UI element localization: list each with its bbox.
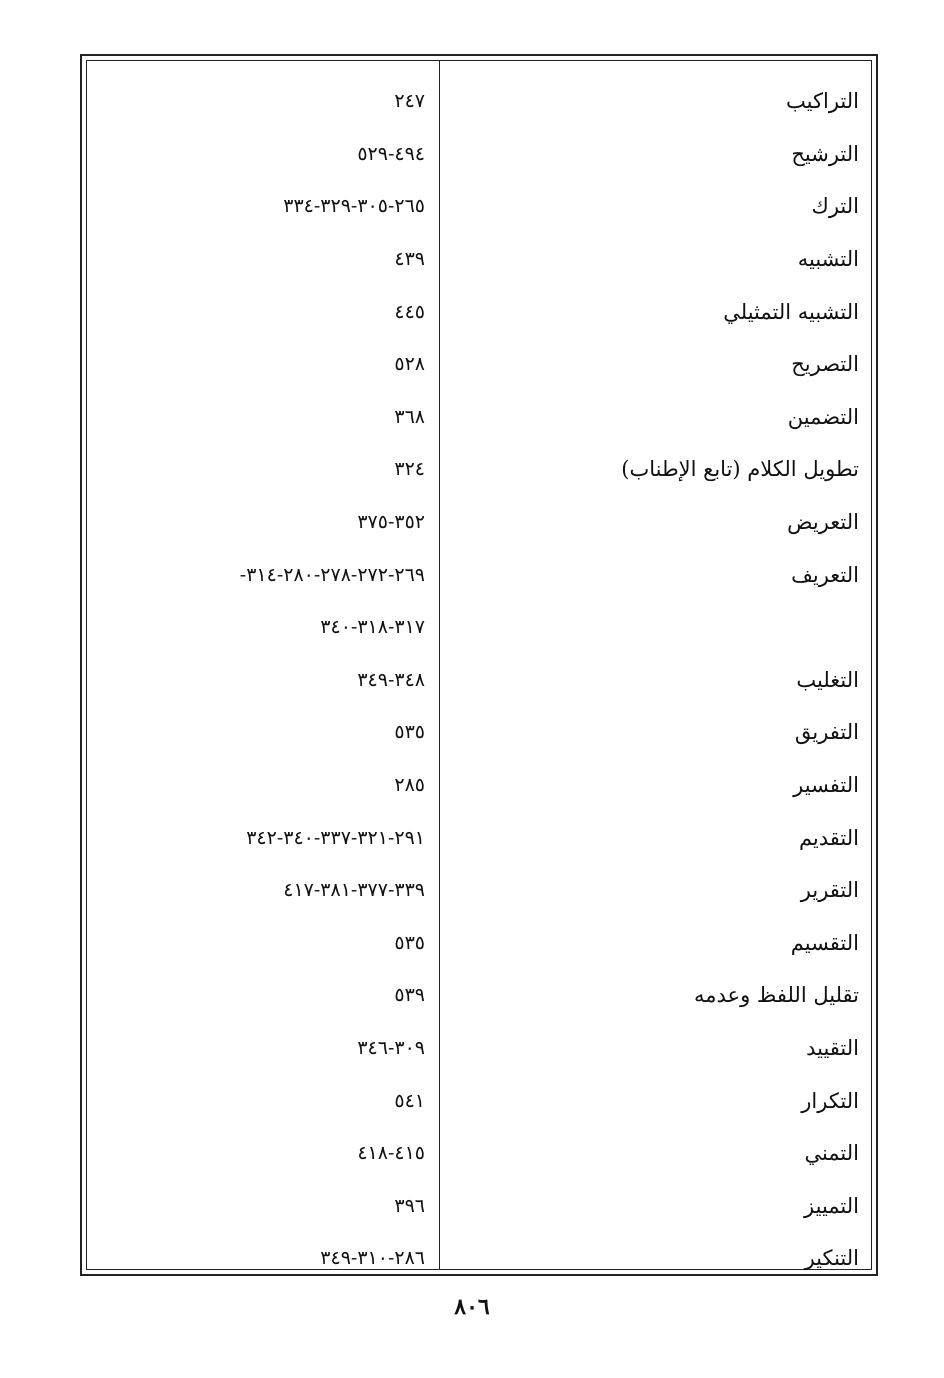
- index-term: التشبيه التمثيلي: [723, 299, 859, 324]
- index-row: [87, 811, 871, 864]
- index-pages: ٢٨٦-٣١٠-٣٤٩: [320, 1247, 425, 1270]
- index-pages: ٣٠٩-٣٤٦: [357, 1037, 425, 1060]
- index-row: [87, 917, 871, 970]
- index-row: [87, 285, 871, 338]
- index-term: التفريق: [794, 720, 859, 745]
- index-pages: ٢٦٩-٢٧٢-٢٧٨-٢٨٠-٣١٤-: [239, 563, 425, 586]
- index-term: التغليب: [796, 667, 859, 692]
- index-pages: ٥٢٨: [394, 353, 425, 376]
- index-row: [87, 1022, 871, 1075]
- index-row: [87, 1180, 871, 1233]
- index-term: التقديم: [798, 825, 859, 850]
- index-pages: ٢٩١-٣٢١-٣٣٧-٣٤٠-٣٤٢: [246, 826, 425, 849]
- index-row: [87, 233, 871, 286]
- index-rows: [87, 61, 871, 1269]
- index-row: [87, 1074, 871, 1127]
- index-term: التعريف: [791, 562, 859, 587]
- index-pages: ٥٣٥: [394, 721, 425, 744]
- index-term: الترشيح: [791, 141, 859, 166]
- index-pages: ٥٤١: [394, 1089, 425, 1112]
- index-term: التقرير: [800, 878, 859, 903]
- index-frame: [80, 54, 878, 1276]
- index-pages: ٤٤٥: [394, 300, 425, 323]
- index-pages: ٤١٥-٤١٨: [357, 1142, 425, 1165]
- index-term: التفسير: [793, 773, 859, 798]
- index-table: [86, 60, 872, 1270]
- index-term: التشبيه: [797, 247, 859, 272]
- index-term: تطويل الكلام (تابع الإطناب): [621, 457, 859, 482]
- index-term: التقسيم: [790, 930, 859, 955]
- index-row: [87, 128, 871, 181]
- index-pages: ٣٦٨: [394, 405, 425, 428]
- index-row: [87, 338, 871, 391]
- index-row: [87, 706, 871, 759]
- index-row: [87, 443, 871, 496]
- index-pages: ٢٦٥-٣٠٥-٣٢٩-٣٣٤: [283, 195, 425, 218]
- index-row: [87, 1232, 871, 1285]
- index-pages: ٣٥٢-٣٧٥: [357, 511, 425, 534]
- index-row: [87, 1127, 871, 1180]
- index-pages: ٤٣٩: [394, 248, 425, 271]
- index-row: [87, 496, 871, 549]
- index-pages: ٥٣٩: [394, 984, 425, 1007]
- index-row: [87, 601, 871, 654]
- index-term: التمني: [804, 1141, 859, 1166]
- index-row: [87, 180, 871, 233]
- index-row: [87, 548, 871, 601]
- page-number: ٨٠٦: [454, 1294, 490, 1320]
- index-term: تقليل اللفظ وعدمه: [694, 983, 859, 1008]
- index-pages: ٣٢٤: [394, 458, 425, 481]
- index-pages: ٢٤٧: [394, 90, 425, 113]
- index-pages: ٣٩٦: [394, 1194, 425, 1217]
- index-pages: ٢٨٥: [394, 774, 425, 797]
- index-term: التقييد: [806, 1036, 859, 1061]
- index-pages: ٣٣٩-٣٧٧-٣٨١-٤١٧: [283, 879, 425, 902]
- index-row: [87, 75, 871, 128]
- index-term: التضمين: [787, 404, 859, 429]
- index-row: [87, 759, 871, 812]
- index-term: التراكيب: [786, 89, 859, 114]
- index-row: [87, 654, 871, 707]
- index-term: التمييز: [804, 1193, 859, 1218]
- index-row: [87, 391, 871, 444]
- index-term: التصريح: [791, 352, 859, 377]
- index-term: الترك: [811, 194, 859, 219]
- index-row: [87, 969, 871, 1022]
- index-pages: ٥٣٥: [394, 931, 425, 954]
- index-term: التكرار: [801, 1088, 859, 1113]
- index-term: التنكير: [804, 1246, 859, 1271]
- index-row: [87, 864, 871, 917]
- index-pages: ٣٤٨-٣٤٩: [357, 668, 425, 691]
- index-term: التعريض: [787, 510, 859, 535]
- index-pages: ٣١٧-٣١٨-٣٤٠: [320, 616, 425, 639]
- index-pages: ٤٩٤-٥٢٩: [357, 142, 425, 165]
